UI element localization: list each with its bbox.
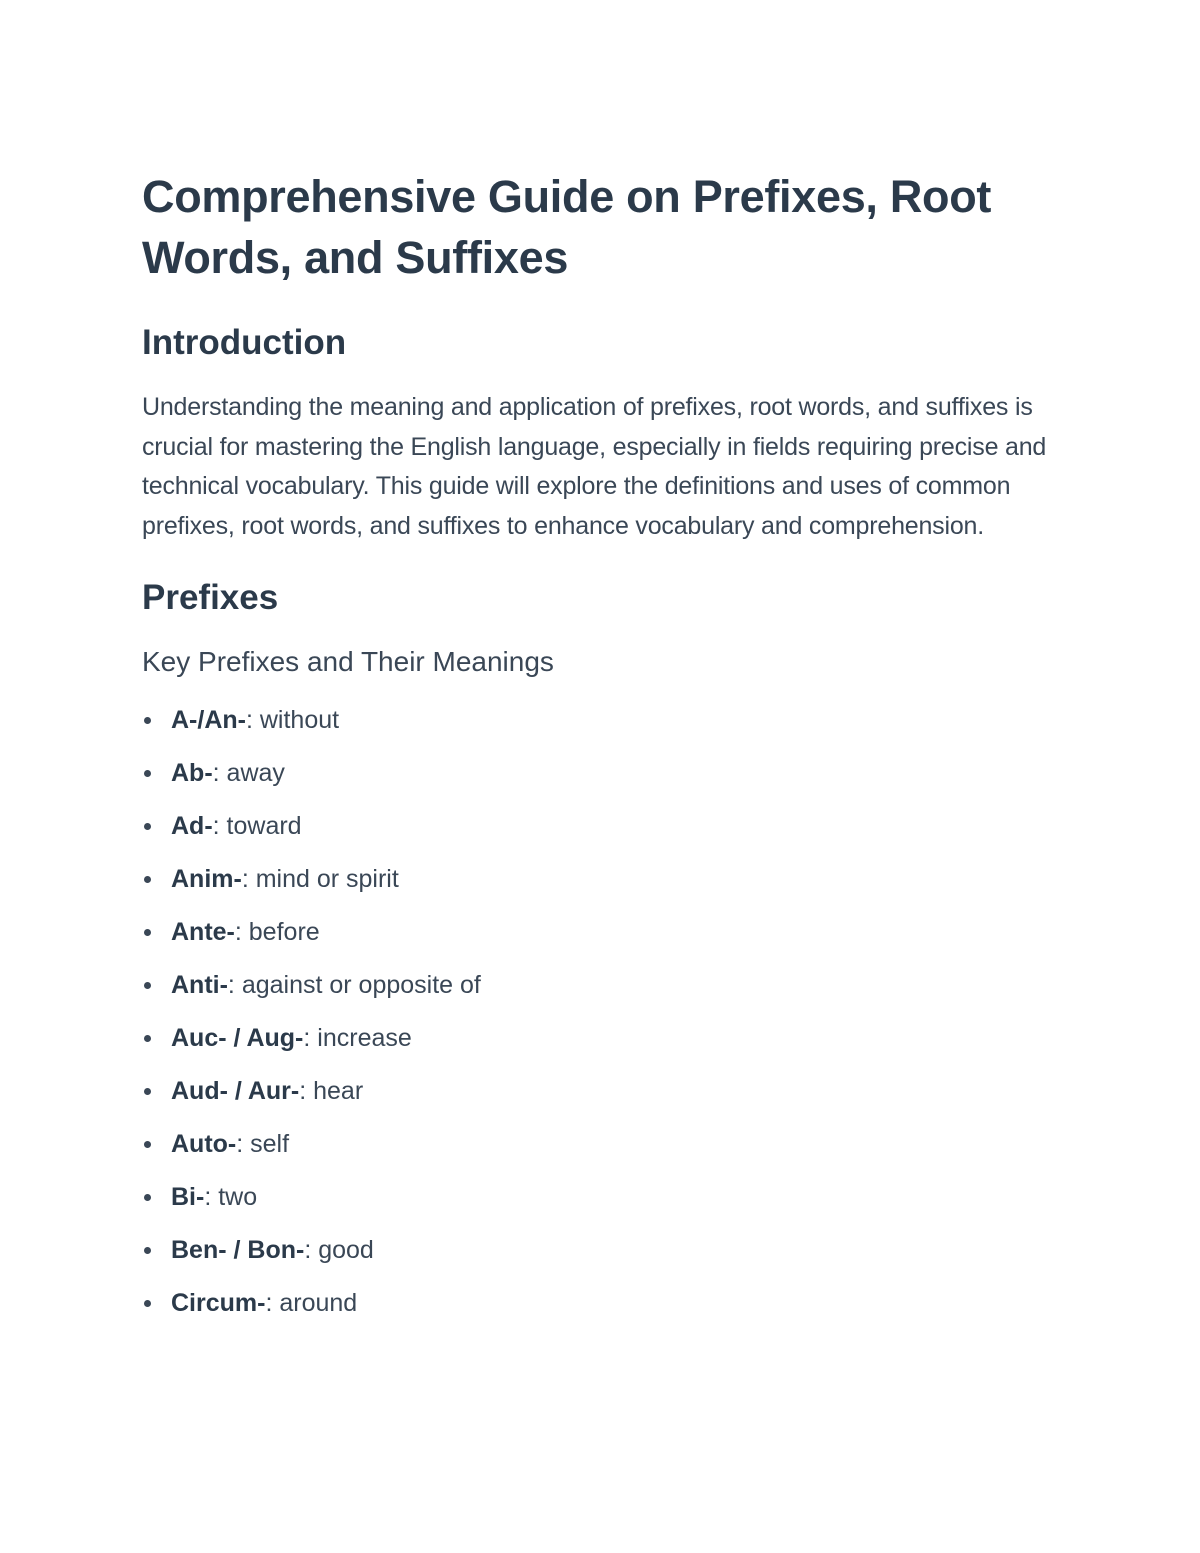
prefix-list	[142, 702, 1072, 1338]
introduction-paragraph: Understanding the meaning and application of prefixes, root words, and suffixes is crucial for mastering the English language, especially in fields requiring precise and technical vocabulary. This guide will explore the definitions and uses of common prefixes, root words, and suffixes to enhance vocabulary and comprehension.	[142, 393, 1047, 540]
bullet-icon	[144, 823, 151, 830]
prefix-term: Ab-	[171, 759, 213, 787]
prefix-meaning: : mind or spirit	[241, 865, 399, 893]
prefix-term: Ante-	[171, 918, 235, 946]
prefix-term: Anim-	[171, 865, 242, 893]
prefixes-heading: Prefixes	[142, 578, 279, 617]
prefix-term: Auto-	[171, 1130, 237, 1158]
prefix-meaning: : good	[304, 1236, 374, 1264]
prefix-meaning: : without	[245, 706, 340, 734]
prefix-item-aud-aur	[142, 1073, 1072, 1126]
bullet-icon	[144, 1300, 151, 1307]
prefix-item-ad	[142, 808, 1072, 861]
document-page	[142, 166, 1072, 1338]
key-prefixes-subheading: Key Prefixes and Their Meanings	[142, 646, 554, 677]
prefix-meaning: : increase	[303, 1024, 412, 1052]
bullet-icon	[144, 876, 151, 883]
prefix-item-circum	[142, 1285, 1072, 1338]
prefix-item-auto	[142, 1126, 1072, 1179]
bullet-icon	[144, 1035, 151, 1042]
prefix-term: A-/An-	[171, 706, 246, 734]
prefix-item-ante	[142, 914, 1072, 967]
prefix-item-anti	[142, 967, 1072, 1020]
prefix-meaning: : away	[212, 759, 285, 787]
prefix-item-anim	[142, 861, 1072, 914]
prefix-meaning: : before	[234, 918, 320, 946]
bullet-icon	[144, 1141, 151, 1148]
bullet-icon	[144, 770, 151, 777]
prefix-meaning: : self	[236, 1130, 290, 1158]
prefix-item-bi	[142, 1179, 1072, 1232]
bullet-icon	[144, 717, 151, 724]
prefix-meaning: : two	[204, 1183, 258, 1211]
prefix-item-ab	[142, 755, 1072, 808]
prefix-meaning: : hear	[299, 1077, 364, 1105]
bullet-icon	[144, 1247, 151, 1254]
prefix-term: Circum-	[171, 1289, 266, 1317]
bullet-icon	[144, 1088, 151, 1095]
prefix-term: Ben- / Bon-	[171, 1236, 305, 1264]
prefix-meaning: : around	[265, 1289, 358, 1317]
prefix-term: Ad-	[171, 812, 213, 840]
bullet-icon	[144, 1194, 151, 1201]
bullet-icon	[144, 929, 151, 936]
prefix-item-ben-bon	[142, 1232, 1072, 1285]
prefix-term: Auc- / Aug-	[171, 1024, 304, 1052]
document-title: Comprehensive Guide on Prefixes, Root Words, and Suffixes	[142, 171, 992, 283]
prefix-meaning: : toward	[212, 812, 302, 840]
bullet-icon	[144, 982, 151, 989]
prefix-item-a-an	[142, 702, 1072, 755]
prefix-item-auc-aug	[142, 1020, 1072, 1073]
prefix-term: Bi-	[171, 1183, 205, 1211]
prefix-term: Aud- / Aur-	[171, 1077, 300, 1105]
prefix-term: Anti-	[171, 971, 228, 999]
prefix-meaning: : against or opposite of	[227, 971, 481, 999]
introduction-heading: Introduction	[142, 323, 347, 362]
